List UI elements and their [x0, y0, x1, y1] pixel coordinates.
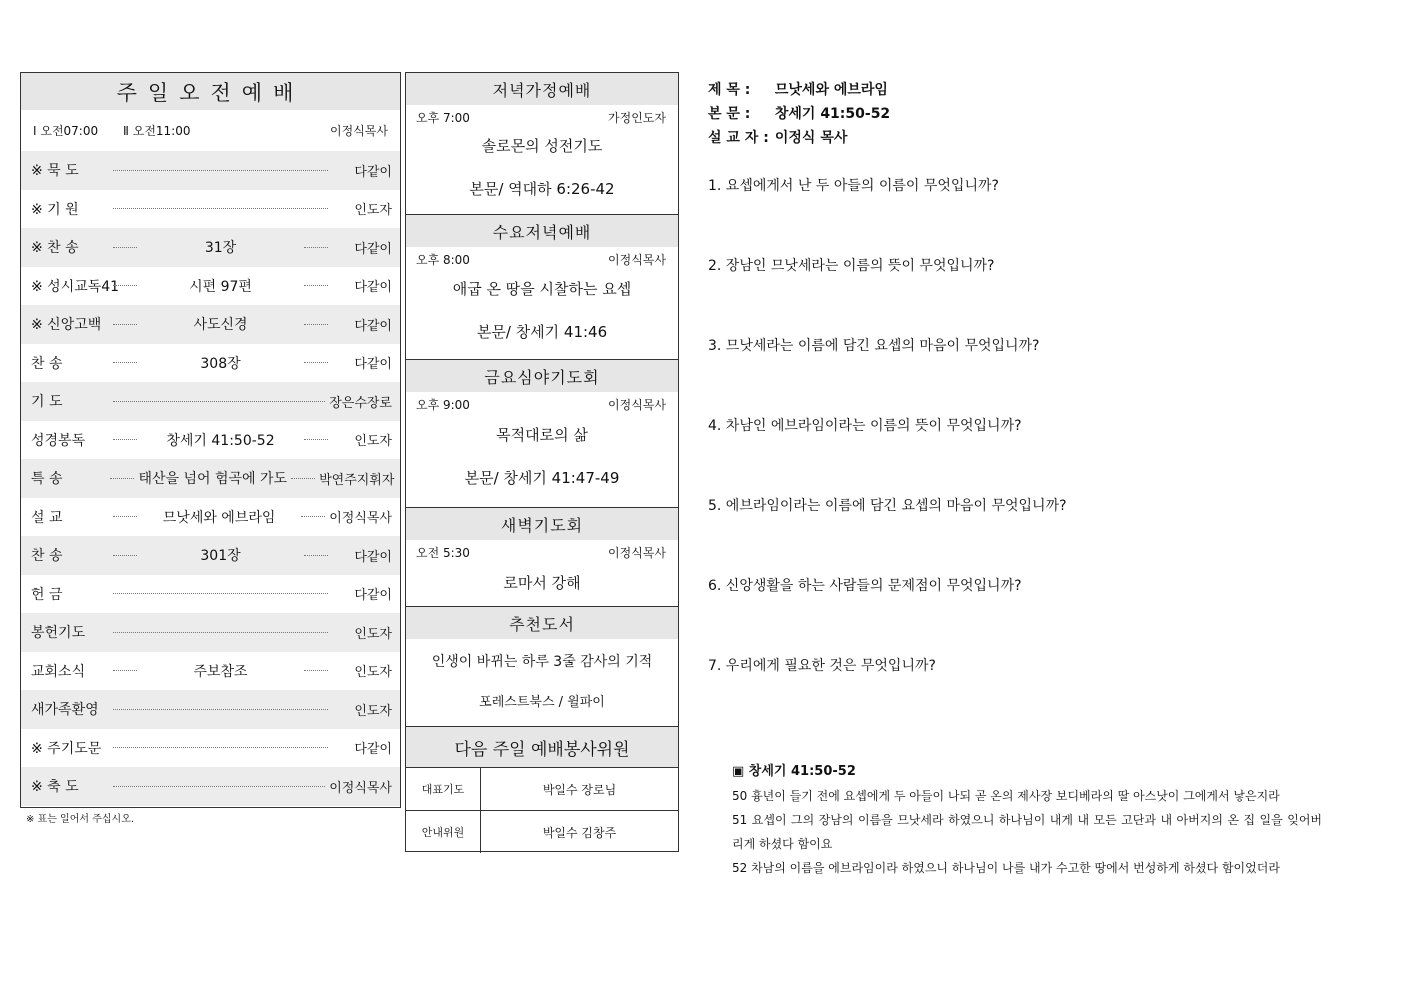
- order-item: [21, 536, 400, 575]
- dot-leader: [113, 285, 137, 286]
- sermon-text: 창세기 41:50-52: [774, 106, 891, 122]
- dot-leader: [113, 786, 325, 787]
- order-item-content: 301장: [200, 548, 241, 565]
- order-item: [21, 767, 400, 806]
- order-item-name: ※ 축 도: [31, 779, 79, 796]
- evening-leader: 가정인도자: [608, 111, 666, 125]
- dot-leader: [304, 362, 328, 363]
- order-item-name: 기 도: [31, 394, 63, 411]
- evening-subject: 솔로몬의 성전기도: [481, 137, 603, 155]
- sermon-title: 므낫세와 에브라임: [774, 82, 888, 98]
- dot-leader: [304, 439, 328, 440]
- dot-leader: [291, 478, 315, 479]
- first-service-time: Ⅰ 오전07:00: [33, 124, 99, 138]
- order-item: [21, 690, 400, 729]
- order-list: [21, 151, 400, 806]
- order-item-content: 308장: [200, 355, 241, 372]
- dawn-title: 새벽기도회: [406, 508, 678, 540]
- wednesday-worship: [406, 215, 678, 360]
- order-item-leader: 인도자: [354, 703, 392, 719]
- order-item-leader: 박연주지휘자: [319, 472, 395, 488]
- sunday-worship-order: [20, 72, 401, 808]
- dot-leader: [304, 285, 328, 286]
- question-item: 4. 차남인 에브라임이라는 이름의 뜻이 무엇입니까?: [708, 418, 1022, 434]
- wednesday-subject: 애굽 온 땅을 시찰하는 요셉: [452, 280, 632, 298]
- order-item: [21, 151, 400, 190]
- order-item-leader: 이정식목사: [329, 780, 392, 796]
- dot-leader: [113, 170, 328, 171]
- dot-leader: [113, 516, 137, 517]
- volunteer-role: 안내위원: [406, 811, 481, 854]
- evening-time: 오후 7:00: [416, 111, 470, 125]
- order-item-name: ※ 주기도문: [31, 740, 102, 757]
- order-item-name: ※ 묵 도: [31, 163, 79, 180]
- order-item-leader: 이정식목사: [329, 511, 392, 527]
- dot-leader: [113, 632, 328, 633]
- order-item-leader: 다같이: [354, 549, 392, 565]
- order-item-content: 므낫세와 에브라임: [162, 509, 276, 526]
- dot-leader: [113, 747, 328, 748]
- order-item: [21, 228, 400, 267]
- weekly-services-column: [405, 72, 679, 852]
- order-item-leader: 다같이: [354, 164, 392, 180]
- friday-prayer-meeting: [406, 360, 678, 508]
- order-item-leader: 다같이: [354, 280, 392, 296]
- volunteer-name: 박일수 김창주: [481, 811, 679, 854]
- question-item: 2. 장남인 므낫세라는 이름의 뜻이 무엇입니까?: [708, 258, 995, 274]
- order-item: [21, 459, 400, 498]
- wednesday-leader: 이정식목사: [608, 253, 666, 267]
- friday-subject: 목적대로의 삶: [496, 426, 588, 444]
- dawn-prayer-meeting: [406, 508, 678, 607]
- question-item: 1. 요셉에게서 난 두 아들의 이름이 무엇입니까?: [708, 178, 999, 194]
- dot-leader: [110, 478, 134, 479]
- order-item-name: ※ 기 원: [31, 201, 79, 218]
- wednesday-title: 수요저녁예배: [406, 215, 678, 247]
- order-item-content: 태산을 넘어 험곡에 가도: [138, 471, 288, 488]
- order-item-name: 성경봉독: [31, 432, 86, 449]
- order-item-name: 새가족환영: [31, 702, 99, 719]
- order-item-content: 31장: [204, 240, 237, 257]
- dot-leader: [113, 362, 137, 363]
- book-publisher: 포레스트북스 / 윌파이: [479, 695, 605, 710]
- order-item-name: ※ 찬 송: [31, 240, 79, 257]
- book-name: 인생이 바뀌는 하루 3줄 감사의 기적: [431, 654, 653, 670]
- order-item-leader: 인도자: [354, 665, 392, 681]
- question-item: 5. 에브라임이라는 이름에 담긴 요셉의 마음이 무엇입니까?: [708, 498, 1067, 514]
- order-item: [21, 498, 400, 537]
- sermon-text-label: 본 문 :: [708, 106, 751, 122]
- dawn-leader: 이정식목사: [608, 546, 666, 560]
- dawn-time: 오전 5:30: [416, 546, 470, 560]
- friday-leader: 이정식목사: [608, 398, 666, 412]
- dot-leader: [113, 247, 137, 248]
- table-row: [406, 768, 678, 811]
- sunday-worship-title: 주일오전예배: [21, 73, 400, 110]
- order-item-leader: 다같이: [354, 241, 392, 257]
- volunteer-name: 박일수 장로님: [481, 768, 679, 811]
- wednesday-time: 오후 8:00: [416, 253, 470, 267]
- dawn-subject: 로마서 강해: [503, 574, 581, 592]
- order-item: [21, 267, 400, 306]
- verse-51: 51 요셉이 그의 장남의 이름을 므낫세라 하였으니 하나님이 내게 내 모든 고단과 내 아버지의 온 집 일을 잊어버리게 하셨다 함이요: [732, 813, 1322, 851]
- order-item: [21, 575, 400, 614]
- order-item-name: 봉헌기도: [31, 625, 86, 642]
- order-item-content: 주보참조: [193, 663, 248, 680]
- sunday-pastor: 이정식목사: [330, 124, 388, 138]
- order-item-name: 교회소식: [31, 663, 86, 680]
- evening-title: 저녁가정예배: [406, 73, 678, 105]
- volunteers-table: [406, 767, 678, 853]
- dot-leader: [113, 593, 328, 594]
- table-row: [406, 811, 678, 854]
- order-item-content: 시편 97편: [189, 278, 252, 295]
- sermon-title-label: 제 목 :: [708, 82, 751, 98]
- friday-title: 금요심야기도회: [406, 360, 678, 392]
- friday-text: 본문/ 창세기 41:47-49: [464, 469, 620, 487]
- order-item-name: ※ 성시교독41: [31, 278, 120, 295]
- order-item-leader: 다같이: [354, 588, 392, 604]
- order-item-leader: 인도자: [354, 434, 392, 450]
- order-item-name: 찬 송: [31, 355, 63, 372]
- order-item-leader: 다같이: [354, 318, 392, 334]
- question-item: 7. 우리에게 필요한 것은 무엇입니까?: [708, 658, 936, 674]
- order-item-content: 사도신경: [193, 317, 248, 334]
- order-item: [21, 190, 400, 229]
- dot-leader: [113, 555, 137, 556]
- dot-leader: [113, 439, 137, 440]
- order-item: [21, 652, 400, 691]
- question-item: 6. 신앙생활을 하는 사람들의 문제점이 무엇입니까?: [708, 578, 1022, 594]
- order-item: [21, 421, 400, 460]
- order-item-name: 찬 송: [31, 548, 63, 565]
- volunteers-title: 다음 주일 예배봉사위원: [406, 727, 678, 767]
- evening-text: 본문/ 역대하 6:26-42: [469, 180, 615, 198]
- dot-leader: [113, 401, 325, 402]
- sunday-service-times: [21, 110, 400, 151]
- order-item-leader: 다같이: [354, 357, 392, 373]
- order-item-content: 창세기 41:50-52: [166, 432, 275, 449]
- recommended-book: [406, 607, 678, 727]
- order-item-name: 특 송: [31, 471, 63, 488]
- order-item: [21, 613, 400, 652]
- dot-leader: [304, 555, 328, 556]
- friday-time: 오후 9:00: [416, 398, 470, 412]
- book-title: 추천도서: [406, 607, 678, 639]
- dot-leader: [301, 516, 325, 517]
- order-item-leader: 다같이: [354, 742, 392, 758]
- sermon-preacher: 이정식 목사: [774, 130, 848, 146]
- order-item: [21, 344, 400, 383]
- sermon-info: [708, 78, 890, 150]
- sermon-preacher-label: 설 교 자 :: [708, 130, 769, 146]
- dot-leader: [304, 324, 328, 325]
- dot-leader: [113, 670, 137, 671]
- dot-leader: [304, 670, 328, 671]
- order-item: [21, 305, 400, 344]
- volunteer-role: 대표기도: [406, 768, 481, 811]
- order-item-name: 설 교: [31, 509, 63, 526]
- dot-leader: [113, 324, 137, 325]
- service-volunteers: [406, 727, 678, 853]
- order-item-name: 헌 금: [31, 586, 63, 603]
- dot-leader: [113, 208, 328, 209]
- dot-leader: [304, 247, 328, 248]
- order-item-leader: 장은수장로: [329, 395, 392, 411]
- verse-52: 52 차남의 이름을 에브라임이라 하였으니 하나님이 나를 내가 수고한 땅에서 번성하게 하셨다 함이었더라: [732, 861, 1280, 875]
- verse-50: 50 흉년이 들기 전에 요셉에게 두 아들이 나되 곧 온의 제사장 보디베라의 딸 아스낫이 그에게서 낳은지라: [732, 789, 1280, 803]
- dot-leader: [113, 709, 328, 710]
- order-item-name: ※ 신앙고백: [31, 317, 102, 334]
- order-item-leader: 인도자: [354, 203, 392, 219]
- question-item: 3. 므낫세라는 이름에 담긴 요셉의 마음이 무엇입니까?: [708, 338, 1040, 354]
- order-item: [21, 729, 400, 768]
- wednesday-text: 본문/ 창세기 41:46: [476, 323, 608, 341]
- second-service-time: Ⅱ 오전11:00: [123, 124, 191, 138]
- scripture-passage: [732, 760, 1322, 880]
- order-item: [21, 382, 400, 421]
- order-item-leader: 인도자: [354, 626, 392, 642]
- evening-home-worship: [406, 73, 678, 215]
- scripture-title: ▣ 창세기 41:50-52: [732, 764, 856, 779]
- standing-note: ※ 표는 일어서 주십시오.: [26, 814, 135, 825]
